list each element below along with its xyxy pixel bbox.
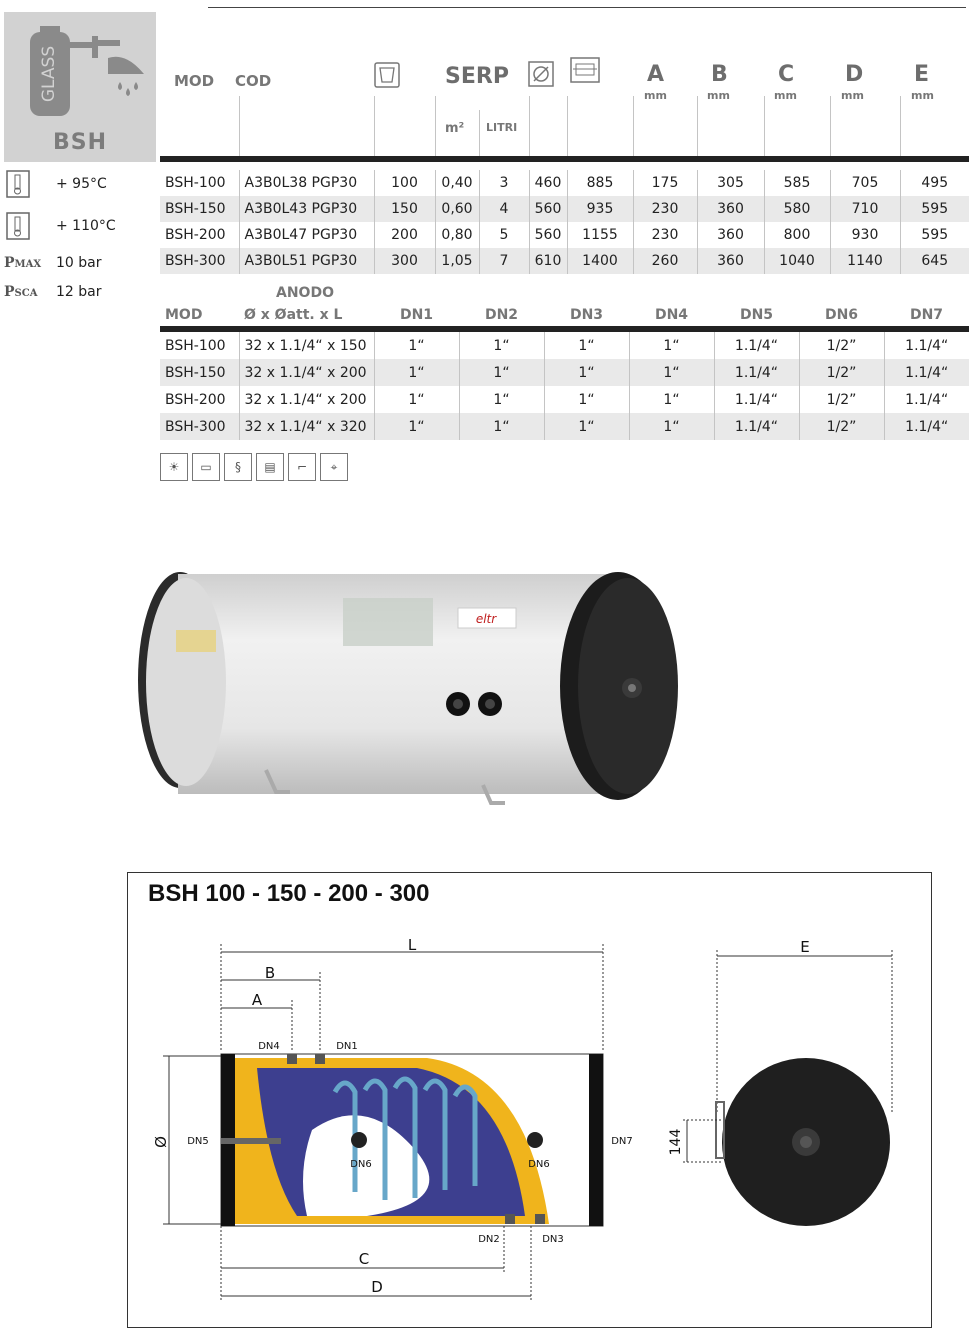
- drawing-title: BSH 100 - 150 - 200 - 300: [148, 880, 430, 907]
- cell-mod: BSH-150: [160, 196, 239, 222]
- header-cell: Ø x Øatt. x L: [244, 307, 343, 323]
- cell: 1“: [459, 386, 544, 413]
- psca-label: PSCA: [4, 284, 38, 300]
- table-row: [160, 170, 969, 196]
- cell: 1.1/4“: [884, 413, 969, 440]
- cell: 1“: [374, 386, 459, 413]
- cell-vol: 200: [374, 222, 435, 248]
- cell-len: 1400: [567, 248, 633, 274]
- header-cell: DN6: [824, 307, 859, 323]
- cell-a: 260: [633, 248, 697, 274]
- cell-m2: 1,05: [435, 248, 479, 274]
- cell-len: 1155: [567, 222, 633, 248]
- cell: BSH-200: [160, 386, 239, 413]
- cell: 1.1/4“: [884, 359, 969, 386]
- cell-c: 585: [764, 170, 830, 196]
- table-row: [160, 332, 969, 359]
- length-icon: [570, 57, 600, 83]
- tank-shower-icon: [4, 12, 156, 132]
- thermometer-safety-icon: [4, 212, 32, 240]
- boiler-icon: ▤: [256, 453, 284, 481]
- dim-l: L: [407, 936, 417, 954]
- pmax-label: PMAX: [4, 255, 42, 271]
- cell: BSH-150: [160, 359, 239, 386]
- cell: 1.1/4“: [714, 413, 799, 440]
- port-dn6-right: DN6: [528, 1159, 550, 1170]
- glass-text: GLASS: [39, 45, 59, 103]
- cell: 1.1/4“: [714, 386, 799, 413]
- dim-b: B: [264, 964, 276, 982]
- cell-cod: A3B0L38 PGP30: [239, 170, 374, 196]
- cell: 1.1/4“: [905, 391, 949, 408]
- cell-m2: 0,80: [435, 222, 479, 248]
- col-c-unit: mm: [774, 89, 797, 102]
- col-cod: COD: [235, 72, 272, 90]
- cell: 1“: [374, 332, 459, 359]
- col-a-unit: mm: [644, 89, 667, 102]
- anodo-label: ANODO: [276, 285, 334, 301]
- port-dn6-left: DN6: [350, 1159, 372, 1170]
- cell-len: 935: [567, 196, 633, 222]
- cell-b: 360: [697, 196, 764, 222]
- cell: 1“: [374, 413, 459, 440]
- connections-table: [160, 304, 969, 440]
- model-name: BSH: [52, 130, 108, 155]
- cell-e: 595: [900, 196, 969, 222]
- cell: 1“: [629, 359, 714, 386]
- cell-b: 305: [697, 170, 764, 196]
- col-d-unit: mm: [841, 89, 864, 102]
- cell-diam: 460: [529, 170, 567, 196]
- pmax-value: 10 bar: [56, 255, 102, 271]
- dimensions-table: [160, 170, 969, 274]
- cell: 1“: [459, 332, 544, 359]
- cell-b: 360: [697, 222, 764, 248]
- cell: 1“: [459, 413, 544, 440]
- top-rule: [208, 7, 966, 8]
- port-dn5: DN5: [187, 1136, 209, 1147]
- header-cell: DN1: [399, 307, 434, 323]
- cell-litri: 5: [479, 222, 529, 248]
- temp-spec-1: [4, 170, 107, 198]
- cell-c: 1040: [764, 248, 830, 274]
- cell-d: 1140: [830, 248, 900, 274]
- pipe-icon: ⌐: [288, 453, 316, 481]
- header-cell: DN4: [654, 307, 689, 323]
- panel-icon: ▭: [192, 453, 220, 481]
- shower-icon: ⌖: [320, 453, 348, 481]
- cell-c: 580: [764, 196, 830, 222]
- col-mod: MOD: [174, 72, 215, 90]
- volume-icon: [374, 62, 400, 88]
- cell: 1“: [544, 413, 629, 440]
- dim-a: A: [251, 991, 263, 1009]
- header-cell: DN2: [484, 307, 519, 323]
- cell-vol: 300: [374, 248, 435, 274]
- port-dn4: DN4: [258, 1041, 280, 1052]
- col-litri: LITRI: [486, 121, 518, 134]
- cell-cod: A3B0L47 PGP30: [239, 222, 374, 248]
- table-row: [160, 359, 969, 386]
- product-photo: [138, 570, 683, 810]
- cell-cod: A3B0L51 PGP30: [239, 248, 374, 274]
- col-serp: SERP: [445, 64, 509, 89]
- cell-e: 495: [921, 175, 949, 191]
- diameter-icon: [528, 61, 554, 87]
- cell-c: 800: [764, 222, 830, 248]
- header-cell: DN7: [909, 307, 944, 323]
- cell: 1“: [544, 359, 629, 386]
- cell-litri: 3: [479, 170, 529, 196]
- dim-e: E: [800, 938, 810, 956]
- cell-e: 595: [921, 227, 949, 243]
- temp-value-2: + 110°C: [56, 218, 116, 234]
- header-cell: DN3: [569, 307, 604, 323]
- cell-diam: 560: [529, 222, 567, 248]
- table-row: [160, 248, 969, 274]
- cell: 1/2”: [799, 386, 884, 413]
- cell-litri: 4: [479, 196, 529, 222]
- cell-mod: BSH-100: [160, 170, 239, 196]
- cell-litri: 7: [479, 248, 529, 274]
- port-dn1: DN1: [336, 1041, 358, 1052]
- port-dn2: DN2: [478, 1234, 500, 1245]
- cell-len: 885: [567, 170, 633, 196]
- cell-d: 705: [830, 170, 900, 196]
- dim-144: 144: [668, 1128, 684, 1156]
- dim-d: D: [371, 1278, 383, 1296]
- psca-spec: [4, 284, 102, 300]
- cell-mod: BSH-300: [160, 248, 239, 274]
- cell: 1“: [459, 359, 544, 386]
- cell-cod: A3B0L43 PGP30: [239, 196, 374, 222]
- table-row: [160, 413, 969, 440]
- port-dn7: DN7: [611, 1136, 633, 1147]
- cell: 1“: [629, 386, 714, 413]
- cell-vol: 100: [374, 170, 435, 196]
- table-header-row: [160, 304, 969, 326]
- cell-d: 710: [830, 196, 900, 222]
- header-cell: MOD: [165, 307, 203, 323]
- cell: 1.1/4“: [714, 332, 799, 359]
- table-row: [160, 222, 969, 248]
- coil-icon: §: [224, 453, 252, 481]
- cell-a: 230: [633, 196, 697, 222]
- col-m2: m²: [445, 121, 465, 136]
- cell-vol: 150: [374, 196, 435, 222]
- drawing-svg: [127, 872, 932, 1328]
- col-d: D: [845, 62, 864, 87]
- col-c: C: [778, 62, 795, 87]
- thermometer-icon: [4, 170, 32, 198]
- cell: BSH-300: [160, 413, 239, 440]
- table-row: [160, 196, 969, 222]
- cell-b: 360: [697, 248, 764, 274]
- cell-mod: BSH-200: [160, 222, 239, 248]
- cell-diam: 560: [529, 196, 567, 222]
- cell-diam: 610: [529, 248, 567, 274]
- cell: 32 x 1.1/4“ x 150: [239, 332, 374, 359]
- cell-m2: 0,60: [435, 196, 479, 222]
- cell: 32 x 1.1/4“ x 200: [239, 359, 374, 386]
- cell: 1/2”: [799, 359, 884, 386]
- cell-d: 930: [830, 222, 900, 248]
- col-a: A: [647, 62, 665, 87]
- feature-icons: [160, 453, 352, 481]
- cell: 1“: [544, 332, 629, 359]
- table1-rule: [160, 156, 969, 162]
- col-e: E: [914, 62, 930, 87]
- cell-m2: 0,40: [435, 170, 479, 196]
- temp-spec-2: [4, 212, 116, 240]
- cell-a: 175: [633, 170, 697, 196]
- brand-logo: eltr: [475, 612, 497, 626]
- port-dn3: DN3: [542, 1234, 564, 1245]
- temp-value-1: + 95°C: [56, 176, 107, 192]
- cell: BSH-100: [160, 332, 239, 359]
- cell-a: 230: [633, 222, 697, 248]
- header-cell: DN5: [739, 307, 774, 323]
- pmax-spec: [4, 255, 102, 271]
- cell: 1.1/4“: [905, 337, 949, 354]
- cell: 32 x 1.1/4“ x 200: [239, 386, 374, 413]
- cell: 1.1/4“: [714, 359, 799, 386]
- psca-value: 12 bar: [56, 284, 102, 300]
- cell: 32 x 1.1/4“ x 320: [239, 413, 374, 440]
- dim-c: C: [358, 1250, 370, 1268]
- cell: 1“: [544, 386, 629, 413]
- cell: 1/2”: [799, 332, 884, 359]
- col-b-unit: mm: [707, 89, 730, 102]
- cell: 1“: [629, 413, 714, 440]
- table-row: [160, 386, 969, 413]
- cell: 1“: [629, 332, 714, 359]
- col-e-unit: mm: [911, 89, 934, 102]
- cell: 1“: [374, 359, 459, 386]
- cell: 1/2”: [799, 413, 884, 440]
- dim-diam: Ø: [152, 1136, 170, 1148]
- sun-icon: ☀: [160, 453, 188, 481]
- glass-logo: [4, 12, 156, 162]
- col-b: B: [711, 62, 728, 87]
- cell-e: 645: [900, 248, 969, 274]
